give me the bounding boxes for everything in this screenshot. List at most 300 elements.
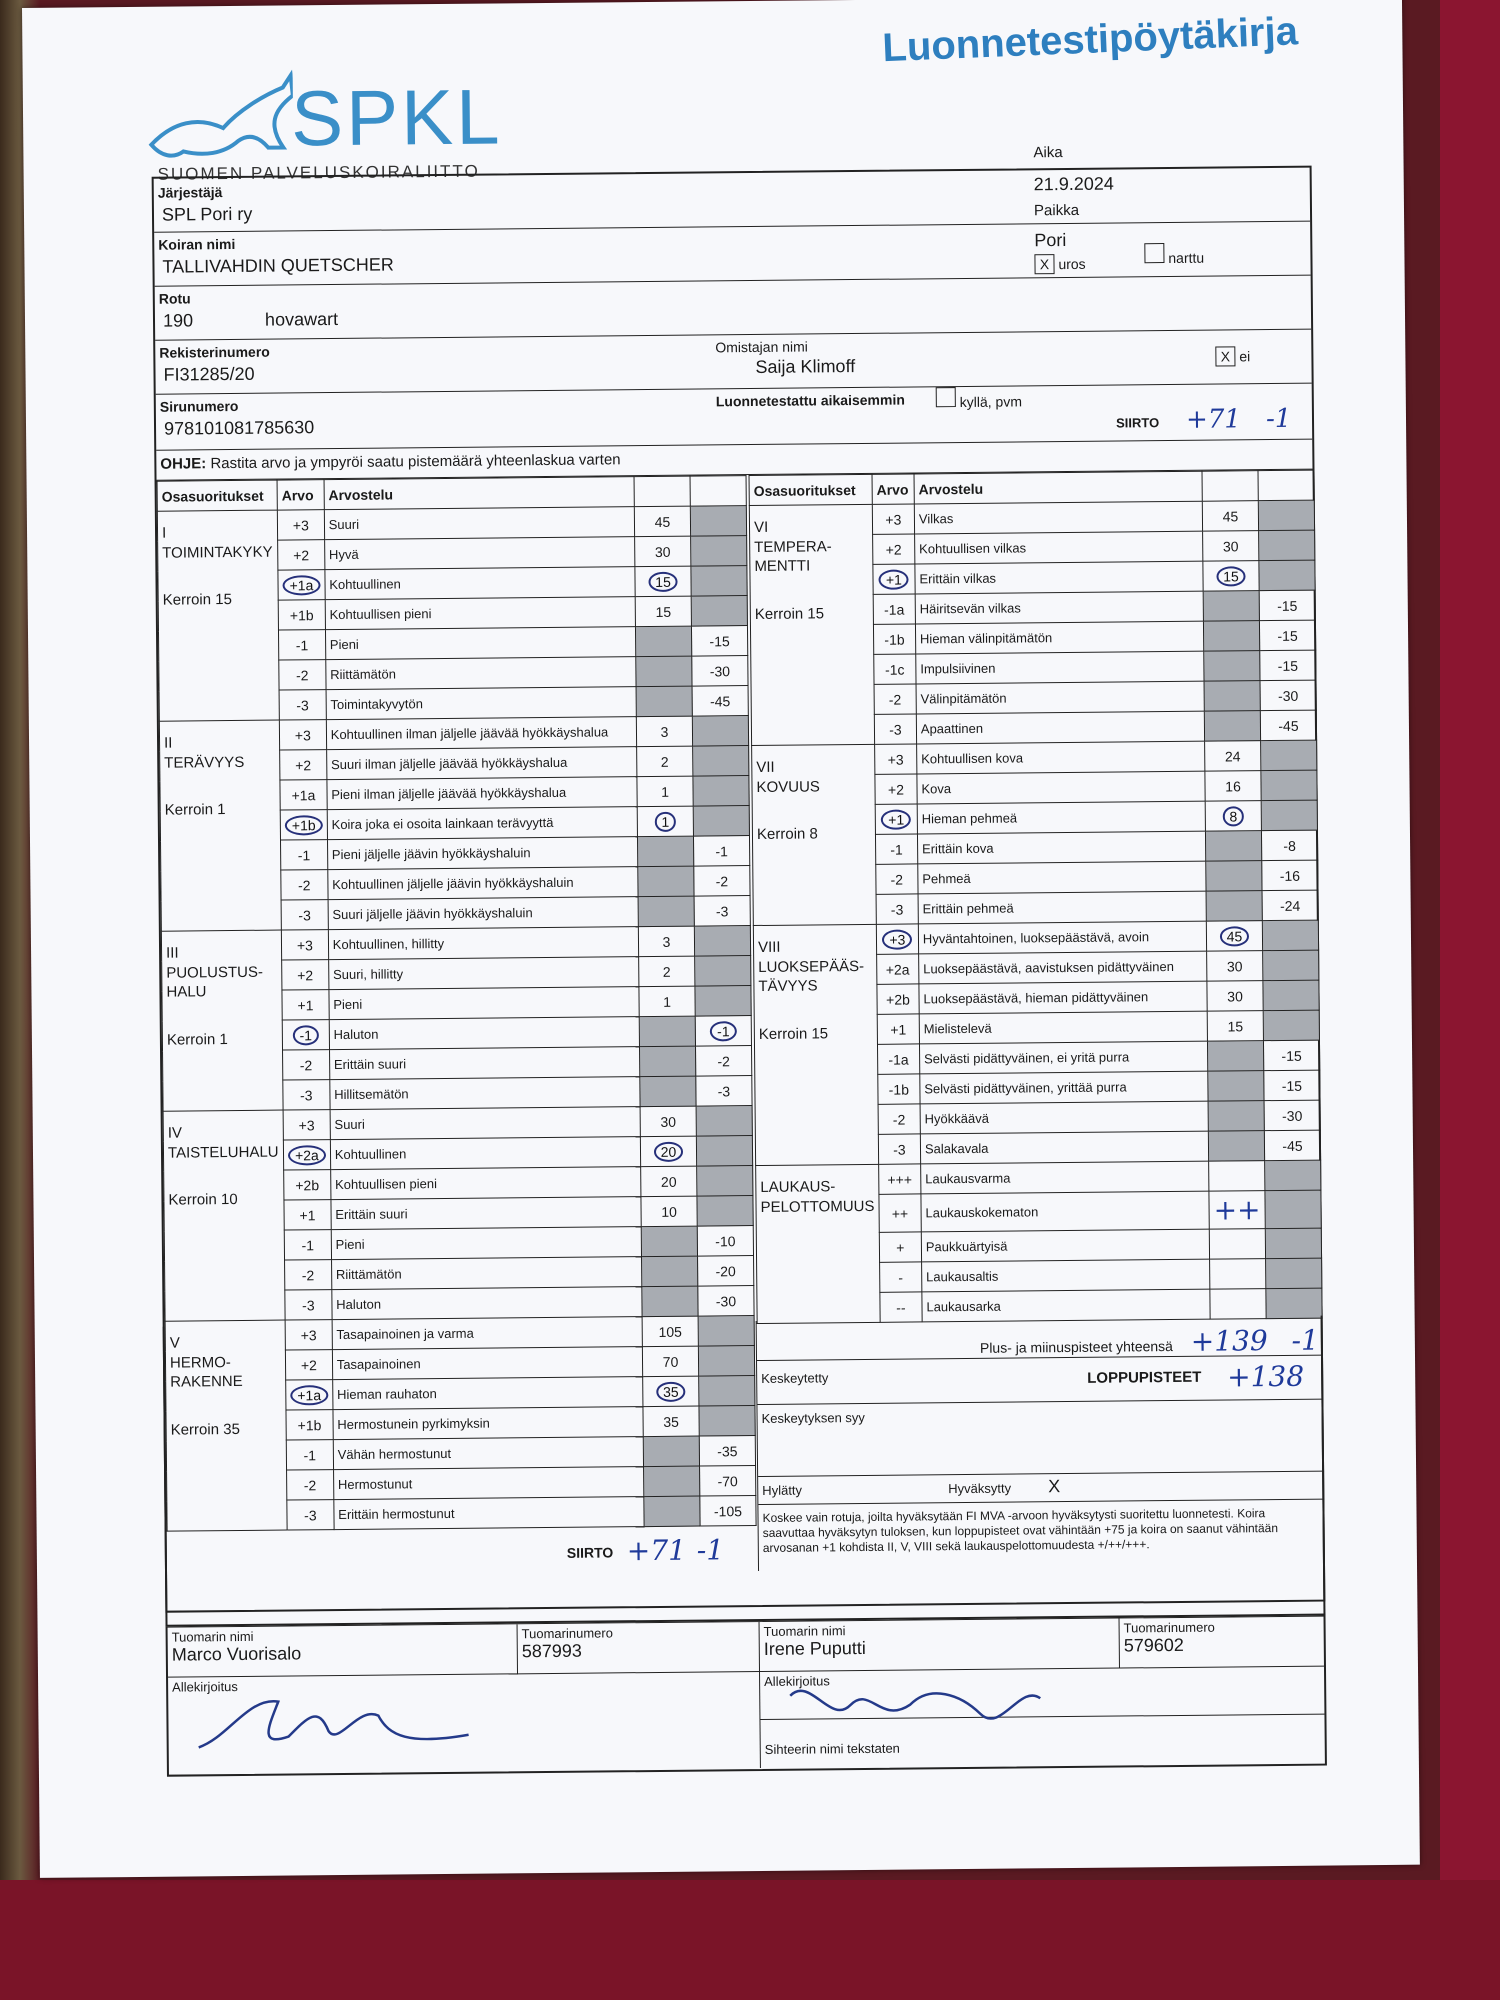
minus-points-cell[interactable] [1261, 800, 1317, 831]
siirto-minus-bottom[interactable]: -1 [696, 1533, 725, 1567]
sum-plus[interactable]: +139 [1190, 1324, 1268, 1358]
plus-points-cell[interactable] [636, 656, 692, 687]
minus-points-cell[interactable] [1259, 590, 1315, 621]
plus-points-cell[interactable] [642, 1256, 698, 1287]
plus-points-cell[interactable] [639, 956, 695, 987]
value-cell[interactable] [877, 1044, 919, 1074]
rating-text: Pieni jäljelle jäävin hyökkäyshaluin [327, 837, 638, 870]
plus-points-cell[interactable] [640, 1076, 696, 1107]
value-text: +1 [879, 569, 909, 589]
siirto-plus-top[interactable]: +71 [1185, 404, 1242, 435]
value-text: -1 [303, 1446, 317, 1463]
value-text: +3 [292, 516, 309, 533]
place-value[interactable]: Pori [1034, 229, 1067, 251]
minus-points: -15 [1277, 597, 1298, 614]
value-cell[interactable] [879, 1164, 921, 1194]
plus-points-cell[interactable] [639, 986, 695, 1017]
minus-points: -45 [709, 692, 731, 709]
minus-points-cell[interactable] [1259, 560, 1315, 591]
male-option[interactable] [1034, 254, 1085, 274]
plus-points: 10 [661, 1203, 677, 1220]
not-tested-option[interactable] [1215, 346, 1250, 366]
minus-points-cell[interactable] [1262, 860, 1318, 891]
minus-points-cell[interactable] [695, 1046, 751, 1077]
plus-points-cell[interactable] [1206, 861, 1262, 892]
value-cell[interactable] [875, 774, 917, 804]
date-value[interactable]: 21.9.2024 [1033, 173, 1114, 195]
value-cell[interactable] [878, 1134, 920, 1164]
plus-points: 20 [660, 1173, 677, 1190]
minus-points: -2 [715, 872, 729, 889]
plus-points-cell[interactable] [1203, 561, 1259, 592]
plus-points-cell[interactable] [1203, 621, 1259, 652]
plus-points-cell[interactable] [637, 776, 693, 807]
value-cell[interactable] [278, 600, 325, 630]
value-text: +3 [294, 726, 311, 743]
rating-text: Tasapainoinen ja varma [332, 1317, 643, 1350]
female-checkbox[interactable] [1144, 243, 1164, 263]
plus-points-cell[interactable] [636, 716, 692, 747]
value-text: +2b [886, 991, 910, 1008]
value-text: +1 [299, 1206, 316, 1223]
plus-points-cell[interactable] [1205, 741, 1261, 772]
value-cell[interactable] [872, 534, 914, 564]
rating-text: Hillitsemätön [330, 1077, 641, 1110]
tested-yes-checkbox[interactable] [936, 387, 956, 407]
plus-points: 30 [654, 543, 671, 560]
minus-points-cell[interactable] [1264, 1070, 1320, 1101]
value-cell[interactable] [279, 720, 326, 750]
judge1-label: Tuomarin nimi [171, 1628, 254, 1645]
value-text: +3 [882, 929, 912, 949]
plus-points-cell[interactable] [641, 1226, 697, 1257]
plus-points-cell[interactable] [1207, 1011, 1263, 1042]
value-text: -3 [300, 1086, 313, 1103]
minus-points-cell[interactable] [1265, 1190, 1321, 1229]
minus-points-cell[interactable] [1261, 770, 1317, 801]
judge1-name[interactable]: Marco Vuorisalo [171, 1643, 302, 1665]
instructions-text: Rastita arvo ja ympyröi saatu pistemäärä yhteenlaskua varten [210, 451, 621, 473]
section-title-line: VII [756, 758, 775, 776]
value-cell[interactable] [282, 960, 329, 990]
plus-points-cell[interactable] [1205, 831, 1261, 862]
judge2-no[interactable]: 579602 [1123, 1634, 1184, 1656]
section-title-line: TEMPERA- [754, 537, 832, 556]
rating-text: Toimintakyvytön [326, 687, 637, 720]
rating-text: Haluton [329, 1017, 640, 1050]
reg-label: Rekisterinumero [159, 343, 270, 361]
value-text: +1b [289, 606, 314, 623]
instructions-bold: OHJE: [160, 455, 207, 473]
judge2-sign-label: Allekirjoitus [764, 1673, 830, 1689]
section-title-line: PELOTTOMUUS [760, 1197, 875, 1216]
value-text: +1 [890, 1021, 907, 1038]
section-name [161, 930, 283, 1111]
value-cell[interactable] [879, 1262, 921, 1292]
minus-points-cell[interactable] [691, 596, 747, 627]
organizer-value[interactable]: SPL Pori ry [161, 203, 253, 225]
rating-text: Pieni [325, 627, 636, 660]
minus-points-cell[interactable] [697, 1226, 753, 1257]
minus-points: -35 [717, 1442, 738, 1459]
plus-points-cell[interactable] [639, 1016, 695, 1047]
judge1-no[interactable]: 587993 [521, 1640, 582, 1662]
judge2-name[interactable]: Irene Puputti [763, 1637, 866, 1659]
minus-points: -15 [1277, 657, 1299, 674]
chip-value[interactable]: 978101081785630 [163, 417, 315, 439]
section-title-line: MENTTI [754, 557, 811, 575]
section-title-line: TERÄVYYS [164, 753, 245, 772]
value-cell[interactable] [281, 900, 328, 930]
minus-points-cell[interactable] [690, 506, 746, 537]
value-text: +2 [297, 966, 314, 983]
minus-points-cell[interactable] [1259, 530, 1315, 561]
minus-points: -1 [710, 1021, 737, 1041]
minus-points-cell[interactable] [1259, 620, 1315, 651]
minus-points-cell[interactable] [1260, 710, 1316, 741]
plus-points: 30 [1226, 957, 1243, 974]
siirto-plus-bottom[interactable]: +71 [626, 1533, 687, 1568]
plus-points: 3 [662, 933, 671, 950]
minus-points-cell[interactable] [691, 566, 747, 597]
minus-points-cell[interactable] [695, 956, 751, 987]
value-cell[interactable] [874, 684, 916, 714]
plus-points-cell[interactable] [1210, 1259, 1266, 1290]
minus-points-cell[interactable] [695, 986, 751, 1017]
value-cell[interactable] [876, 924, 918, 954]
rating-text: Hieman välinpitämätön [915, 621, 1203, 654]
value-cell[interactable] [879, 1194, 921, 1232]
plus-points-cell[interactable] [1205, 801, 1261, 832]
plus-points: 30 [1227, 987, 1243, 1004]
rating-text: Kohtuullisen pieni [325, 597, 636, 630]
plus-points-cell[interactable] [1206, 891, 1262, 922]
place-label: Paikka [1033, 201, 1080, 220]
minus-points: -15 [709, 632, 730, 649]
rating-text: Hyvä [324, 537, 635, 570]
value-cell[interactable] [282, 1020, 329, 1050]
minus-points-cell[interactable] [695, 1016, 751, 1047]
plus-points-cell[interactable] [637, 806, 693, 837]
chip-label: Sirunumero [159, 397, 239, 415]
minus-points-cell[interactable] [692, 716, 748, 747]
value-cell[interactable] [872, 504, 914, 534]
value-cell[interactable] [878, 1104, 920, 1134]
value-cell[interactable] [874, 714, 916, 744]
value-cell[interactable] [876, 894, 918, 924]
rating-text: Välinpitämätön [916, 681, 1204, 714]
minus-points-cell[interactable] [1266, 1288, 1322, 1319]
col-plus [1202, 471, 1258, 502]
minus-points-cell[interactable] [697, 1166, 753, 1197]
rating-text: Mielistelevä [919, 1011, 1207, 1044]
plus-points-cell[interactable] [1207, 951, 1263, 982]
accepted-mark[interactable]: X [1048, 1476, 1061, 1497]
plus-points-cell[interactable] [1204, 681, 1260, 712]
minus-points-cell[interactable] [1258, 500, 1314, 531]
minus-points-cell[interactable] [698, 1286, 754, 1317]
reg-value[interactable]: FI31285/20 [163, 363, 255, 385]
plus-points: 70 [662, 1353, 679, 1370]
value-cell[interactable] [283, 1140, 330, 1170]
value-text: -1c [884, 661, 905, 678]
plus-points-cell[interactable] [1204, 651, 1260, 682]
judge1-cell [168, 1624, 518, 1677]
rating-text: Erittäin vilkas [915, 561, 1203, 594]
value-text: -2 [301, 1266, 315, 1283]
value-text: +2 [300, 1356, 317, 1373]
value-cell[interactable] [284, 1200, 331, 1230]
col-minus [1258, 470, 1314, 501]
value-cell[interactable] [280, 780, 327, 810]
plus-points-cell[interactable] [637, 746, 693, 777]
plus-points-cell[interactable] [638, 896, 694, 927]
value-cell[interactable] [277, 510, 324, 540]
section-coefficient: Kerroin 10 [168, 1190, 238, 1209]
value-text: -1b [884, 631, 905, 648]
value-text: -3 [890, 901, 904, 918]
minus-points-cell[interactable] [693, 806, 749, 837]
value-cell[interactable] [875, 834, 917, 864]
plus-points: 35 [656, 1381, 686, 1401]
plus-points-cell[interactable] [1208, 1131, 1264, 1162]
value-cell[interactable] [278, 540, 325, 570]
minus-points-cell[interactable] [1261, 830, 1317, 861]
minus-points-cell[interactable] [1263, 1010, 1319, 1041]
logo-subtitle: SUOMEN PALVELUSKOIRALIITTO [157, 161, 480, 184]
rating-text: Kohtuullinen ilman jäljelle jäävää hyökkäyshalua [326, 717, 637, 750]
value-text: -3 [304, 1506, 317, 1523]
minus-points-cell[interactable] [1263, 950, 1319, 981]
value-text: -3 [296, 696, 309, 713]
value-cell[interactable] [880, 1292, 922, 1322]
rating-text: Kova [917, 771, 1205, 804]
plus-points-cell[interactable] [635, 566, 691, 597]
value-cell[interactable] [282, 990, 329, 1020]
plus-points-cell[interactable] [1204, 711, 1260, 742]
value-cell[interactable] [873, 564, 915, 594]
rules-note: Koskee vain rotuja, joilta hyväksytään FI MVA -arvoon hyväksytysti suoritettu luonnetesti. Koira saavuttaa hyväksytyn tuloksen, kun loppupisteet ovat vähintään +75 ja koira on saanut vähintään arvosanan +1 kohdista II, V, VIII sekä laukauspelottomuudesta +/++/+++. [762, 1506, 1279, 1555]
value-cell[interactable] [278, 570, 325, 600]
sum-minus[interactable]: -1 [1291, 1323, 1320, 1357]
value-text: -3 [298, 906, 311, 923]
value-cell[interactable] [280, 810, 327, 840]
value-cell[interactable] [283, 1110, 330, 1140]
rating-text: Suuri ilman jäljelle jäävää hyökkäyshalua [326, 747, 637, 780]
rating-text: Laukausvarma [921, 1161, 1209, 1194]
minus-points-cell[interactable] [694, 896, 750, 927]
value-text: -3 [889, 721, 902, 738]
value-cell[interactable] [280, 840, 327, 870]
plus-points-cell[interactable] [639, 1046, 695, 1077]
plus-points-cell[interactable] [638, 926, 694, 957]
male-checkbox[interactable]: X [1034, 254, 1054, 274]
plus-points-cell[interactable] [635, 626, 691, 657]
minus-points-cell[interactable] [691, 626, 747, 657]
rating-text: Suuri [330, 1107, 641, 1140]
siirto-minus-top[interactable]: -1 [1265, 403, 1292, 435]
sum-row [757, 1316, 1323, 1361]
right-score-table [749, 470, 1323, 1324]
section-coefficient: Kerroin 15 [754, 604, 825, 623]
minus-points-cell[interactable] [1262, 890, 1318, 921]
female-option[interactable] [1144, 243, 1204, 267]
plus-points-cell[interactable] [641, 1166, 697, 1197]
rating-text: Kohtuullisen pieni [330, 1167, 641, 1200]
owner-value[interactable]: Saija Klimoff [755, 356, 856, 377]
breed-value[interactable]: hovawart [264, 308, 339, 330]
secretary-label: Sihteerin nimi tekstaten [764, 1740, 900, 1757]
rating-text: Laukauskokematon [921, 1191, 1209, 1232]
value-cell[interactable] [285, 1260, 332, 1290]
value-cell[interactable] [877, 1014, 919, 1044]
plus-points-cell[interactable] [1206, 921, 1262, 952]
minus-points-cell[interactable] [1262, 920, 1318, 951]
rating-text: Erittäin suuri [329, 1047, 640, 1080]
value-cell[interactable] [875, 804, 917, 834]
rating-text: Erittäin hermostunut [334, 1497, 645, 1530]
not-tested-checkbox[interactable]: X [1215, 346, 1235, 366]
minus-points-cell[interactable] [696, 1106, 752, 1137]
plus-points-cell[interactable] [640, 1106, 696, 1137]
interrupted-label: Keskeytetty [761, 1370, 829, 1386]
plus-points-cell[interactable] [642, 1286, 698, 1317]
value-cell[interactable] [283, 1050, 330, 1080]
col-rating: Arvostelu [914, 471, 1202, 504]
minus-points-cell[interactable] [1263, 980, 1319, 1011]
male-label: uros [1058, 255, 1086, 273]
value-cell[interactable] [281, 930, 328, 960]
plus-points-cell[interactable] [637, 836, 693, 867]
value-cell[interactable] [879, 1232, 921, 1262]
rating-text: Erittäin kova [917, 831, 1205, 864]
plus-points-cell[interactable] [1209, 1229, 1265, 1260]
minus-points: -45 [1282, 1137, 1303, 1154]
minus-points-cell[interactable] [693, 776, 749, 807]
minus-points-cell[interactable] [1264, 1130, 1320, 1161]
judge1-sign-cell [168, 1672, 761, 1774]
minus-points-cell[interactable] [692, 656, 748, 687]
value-cell[interactable] [284, 1230, 331, 1260]
value-text: -2 [892, 1111, 906, 1128]
section-title-line: TÄVYYS [758, 977, 818, 995]
plus-points: 2 [662, 963, 671, 980]
value-cell[interactable] [283, 1080, 330, 1110]
rating-text: Suuri jäljelle jäävin hyökkäyshaluin [328, 897, 639, 930]
minus-points-cell[interactable] [694, 926, 750, 957]
plus-points-cell[interactable] [1207, 1041, 1263, 1072]
minus-points-cell[interactable] [1265, 1160, 1321, 1191]
minus-points: -70 [717, 1472, 738, 1489]
rating-text: Pehmeä [918, 861, 1206, 894]
section-coefficient: Kerroin 8 [756, 825, 818, 843]
plus-points-cell[interactable] [1205, 771, 1261, 802]
plus-points-cell[interactable] [640, 1136, 696, 1167]
value-text: -2 [295, 666, 309, 683]
plus-points-cell[interactable] [635, 536, 691, 567]
value-cell[interactable] [285, 1290, 332, 1320]
minus-points-cell[interactable] [696, 1136, 752, 1167]
value-cell[interactable] [877, 984, 919, 1014]
col-plus [634, 476, 690, 507]
minus-points-cell[interactable] [1260, 650, 1316, 681]
value-cell[interactable] [281, 870, 328, 900]
minus-points-cell[interactable] [691, 536, 747, 567]
section-name [159, 720, 281, 931]
minus-points-cell[interactable] [697, 1196, 753, 1227]
plus-points-cell[interactable] [635, 596, 691, 627]
minus-points-cell[interactable] [698, 1256, 754, 1287]
value-cell[interactable] [875, 744, 917, 774]
minus-points-cell[interactable] [693, 836, 749, 867]
plus-points-cell[interactable] [1202, 501, 1258, 532]
value-cell[interactable] [279, 690, 326, 720]
minus-points-cell[interactable] [692, 686, 748, 717]
value-cell[interactable] [873, 624, 915, 654]
plus-points-cell[interactable] [1208, 1071, 1264, 1102]
value-cell[interactable] [279, 660, 326, 690]
plus-points-cell[interactable] [1203, 531, 1259, 562]
value-cell[interactable] [278, 630, 325, 660]
value-text: +3 [296, 936, 313, 953]
value-cell[interactable] [284, 1170, 331, 1200]
plus-points-cell[interactable] [636, 686, 692, 717]
plus-points-cell[interactable] [634, 506, 690, 537]
value-cell[interactable] [877, 954, 919, 984]
reason-label: Keskeytyksen syy [761, 1409, 865, 1426]
final-score[interactable]: +138 [1227, 1359, 1305, 1394]
tested-yes-option[interactable] [936, 386, 1022, 410]
breed-code[interactable]: 190 [162, 310, 194, 331]
minus-points-cell[interactable] [1263, 1040, 1319, 1071]
minus-points-cell[interactable] [1261, 740, 1317, 771]
section-title-line: HALU [166, 983, 207, 1001]
rating-text: Kohtuullinen, hillitty [328, 927, 639, 960]
minus-points-cell[interactable] [696, 1076, 752, 1107]
plus-points-cell[interactable] [1209, 1161, 1265, 1192]
value-cell[interactable] [876, 864, 918, 894]
value-cell[interactable] [280, 750, 327, 780]
value-cell[interactable] [874, 654, 916, 684]
plus-points: 1 [654, 811, 676, 831]
plus-points-cell[interactable] [1210, 1289, 1266, 1320]
minus-points-cell[interactable] [1265, 1228, 1321, 1259]
rating-text: Erittäin pehmeä [918, 891, 1206, 924]
value-cell[interactable] [878, 1074, 920, 1104]
value-cell[interactable] [873, 594, 915, 624]
plus-points: 15 [655, 603, 672, 620]
value-text: +1b [297, 1416, 322, 1433]
dog-name-value[interactable]: TALLIVAHDIN QUETSCHER [162, 254, 394, 277]
minus-points: -3 [715, 902, 729, 919]
plus-points-cell[interactable] [1209, 1191, 1265, 1230]
value-text: ++ [891, 1205, 909, 1222]
plus-points: 3 [660, 723, 669, 740]
plus-points-cell[interactable] [638, 866, 694, 897]
plus-points-cell[interactable] [1203, 591, 1259, 622]
value-text: -1a [888, 1051, 909, 1068]
minus-points-cell[interactable] [694, 866, 750, 897]
plus-points-cell[interactable] [641, 1196, 697, 1227]
minus-points-cell[interactable] [1266, 1258, 1322, 1289]
minus-points-cell[interactable] [1260, 680, 1316, 711]
minus-points: -105 [713, 1502, 743, 1519]
plus-points-cell[interactable] [1207, 981, 1263, 1012]
plus-points-cell[interactable] [1208, 1101, 1264, 1132]
minus-points-cell[interactable] [693, 746, 749, 777]
minus-points: -20 [715, 1262, 736, 1279]
minus-points-cell[interactable] [1264, 1100, 1320, 1131]
